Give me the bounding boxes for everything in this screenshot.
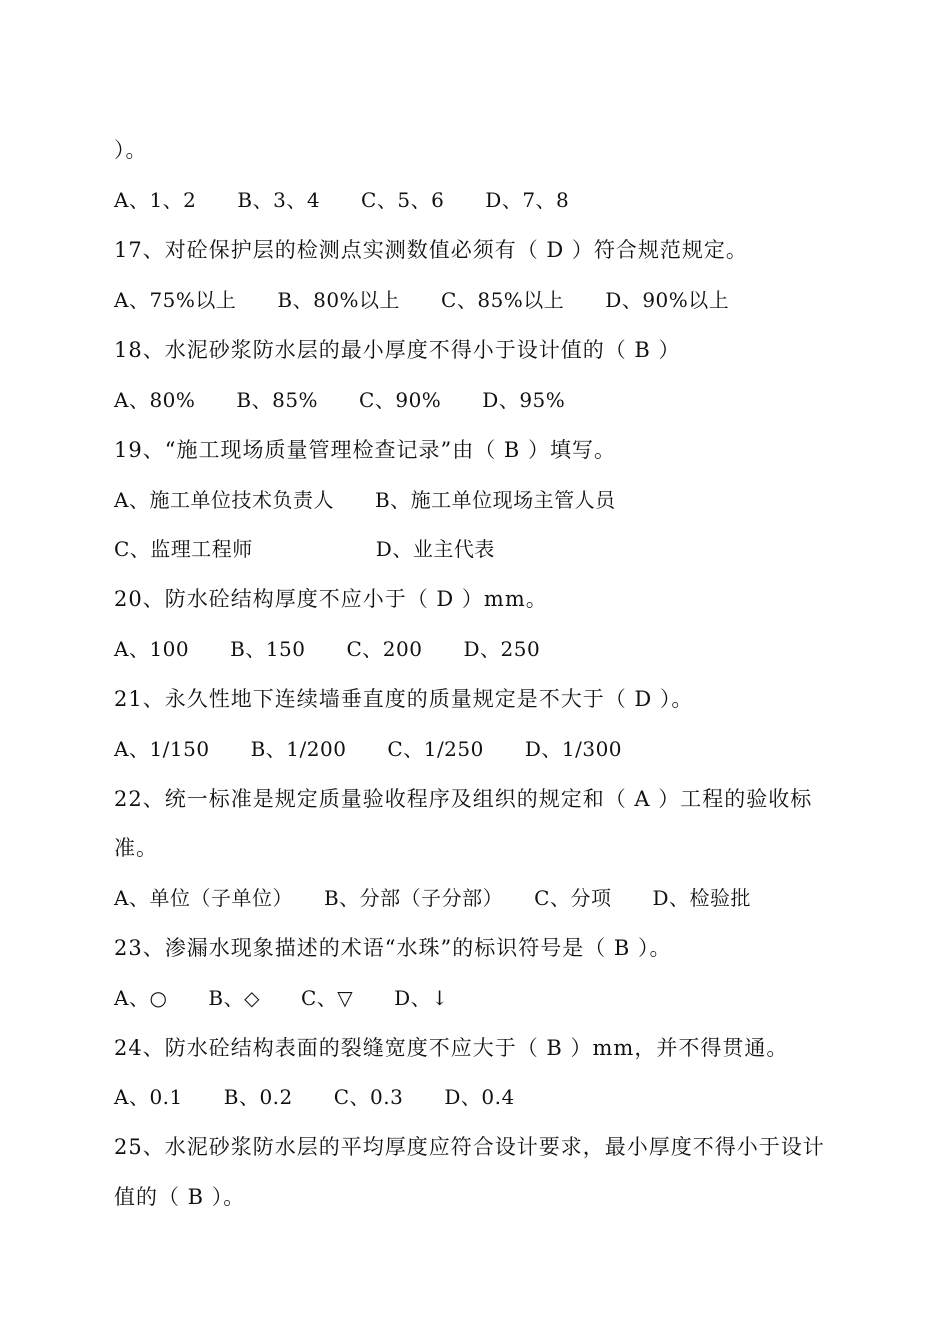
options-line: A、○ B、◇ C、▽ D、↓ xyxy=(114,986,449,1010)
options-line: A、施工单位技术负责人 B、施工单位现场主管人员 xyxy=(114,488,616,512)
options-line: A、80% B、85% C、90% D、95% xyxy=(114,388,566,412)
question-21: 21、永久性地下连续墙垂直度的质量规定是不大于（ D ）。 xyxy=(114,687,694,711)
text-line: ）。 xyxy=(114,138,148,162)
question-23: 23、渗漏水现象描述的术语“水珠”的标识符号是（ B ）。 xyxy=(114,936,672,960)
question-18: 18、水泥砂浆防水层的最小厚度不得小于设计值的（ B ） xyxy=(114,338,681,362)
question-24: 24、防水砼结构表面的裂缝宽度不应大于（ B ）mm，并不得贯通。 xyxy=(114,1036,789,1060)
question-20: 20、防水砼结构厚度不应小于（ D ）mm。 xyxy=(114,587,548,611)
options-line: A、1、2 B、3、4 C、5、6 D、7、8 xyxy=(114,188,570,212)
options-line: A、100 B、150 C、200 D、250 xyxy=(114,637,541,661)
options-line: A、75%以上 B、80%以上 C、85%以上 D、90%以上 xyxy=(114,288,730,312)
question-25-continued: 值的（ B ）。 xyxy=(114,1185,246,1209)
question-22: 22、统一标准是规定质量验收程序及组织的规定和（ A ）工程的验收标 xyxy=(114,787,813,811)
options-line: A、单位（子单位） B、分部（子分部） C、分项 D、检验批 xyxy=(114,886,751,910)
options-line: A、0.1 B、0.2 C、0.3 D、0.4 xyxy=(114,1085,515,1109)
question-19: 19、“施工现场质量管理检查记录”由（ B ）填写。 xyxy=(114,438,616,462)
question-25: 25、水泥砂浆防水层的平均厚度应符合设计要求，最小厚度不得小于设计 xyxy=(114,1135,825,1159)
question-22-continued: 准。 xyxy=(114,836,158,860)
question-17: 17、对砼保护层的检测点实测数值必须有（ D ）符合规范规定。 xyxy=(114,238,748,262)
options-line: C、监理工程师 D、业主代表 xyxy=(114,537,495,561)
options-line: A、1/150 B、1/200 C、1/250 D、1/300 xyxy=(114,737,623,761)
